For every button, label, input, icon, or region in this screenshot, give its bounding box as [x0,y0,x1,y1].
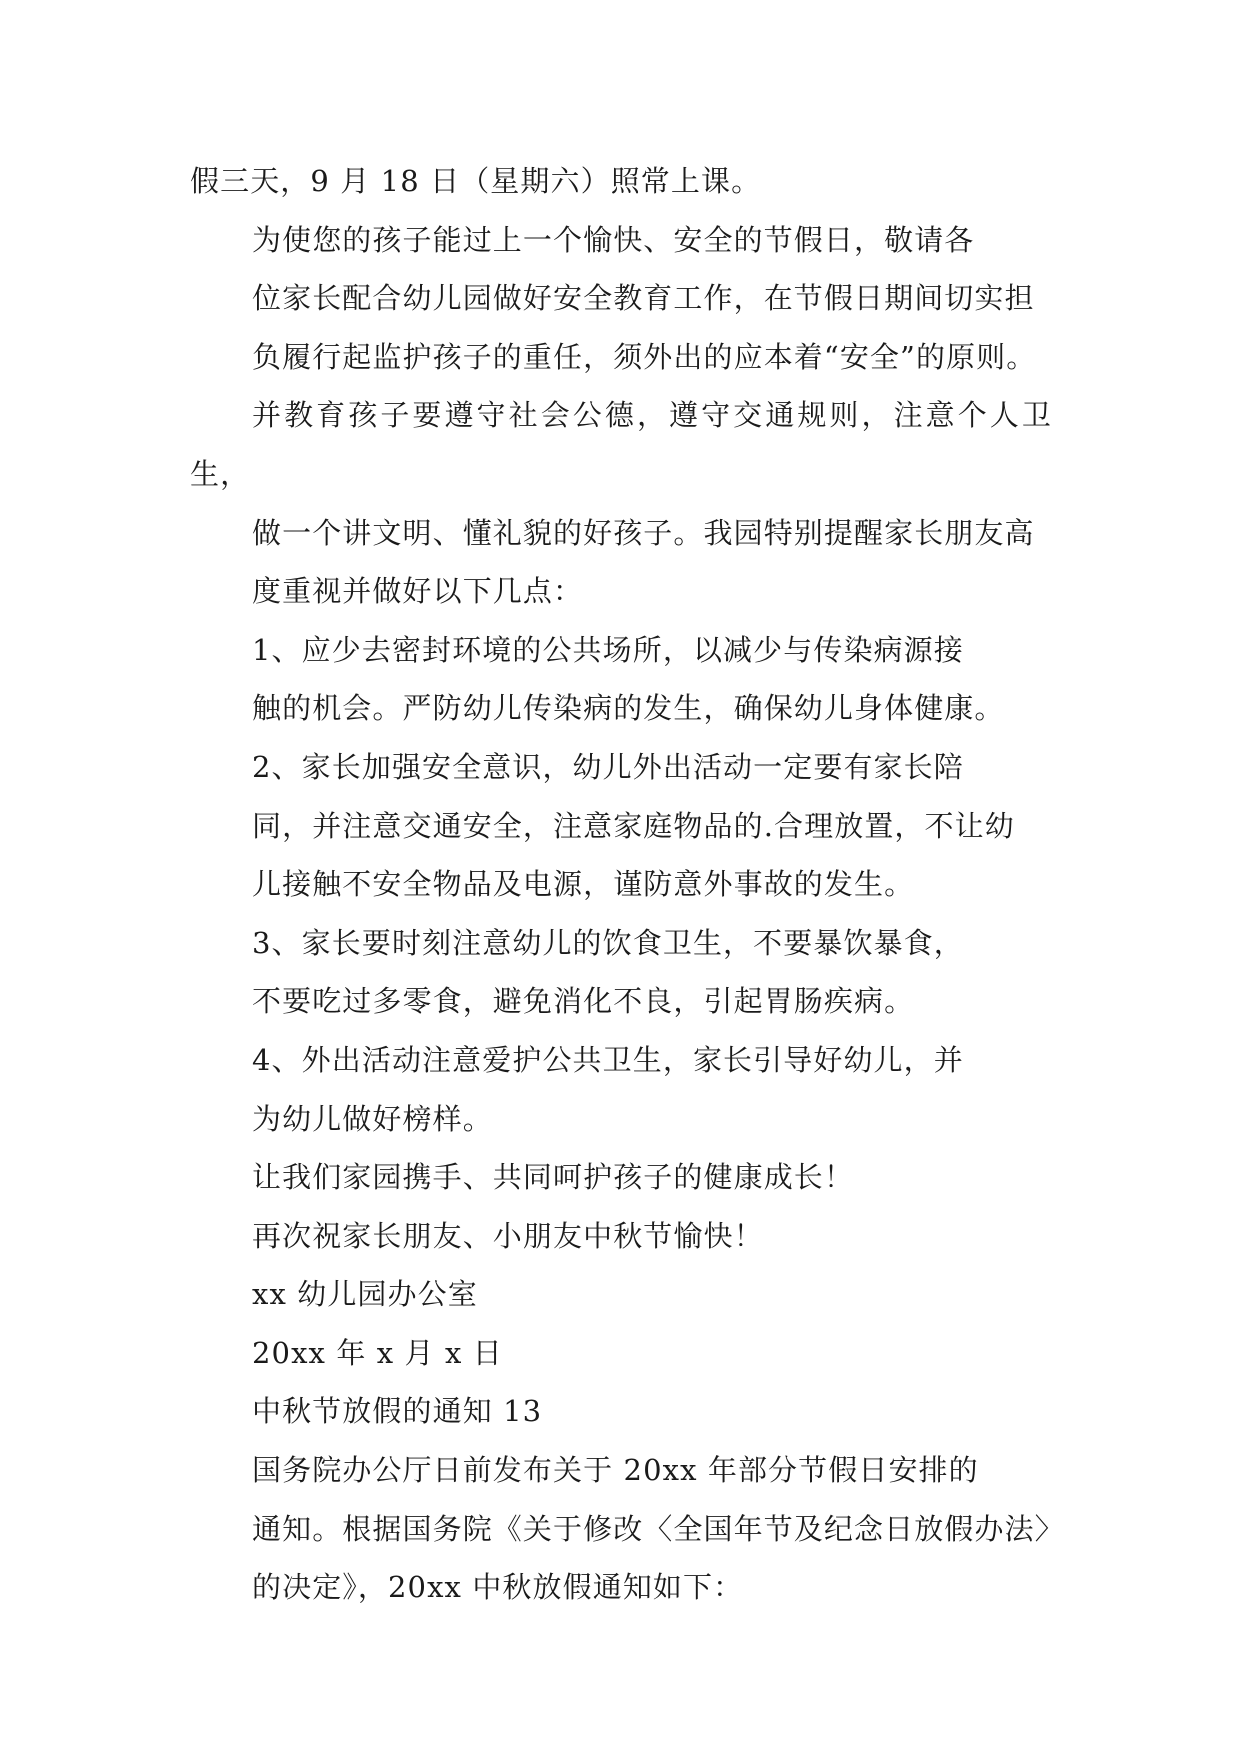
text-line: xx 幼儿园办公室 [252,1277,478,1312]
text-line: 为使您的孩子能过上一个愉快、安全的节假日，敬请各 [252,222,975,257]
closing-line-1 [190,1148,1052,1207]
text-line: 的决定》，20xx 中秋放假通知如下： [252,1570,744,1605]
signature-date [190,1324,1052,1383]
text-line: 20xx 年 x 月 x 日 [252,1335,503,1370]
document-body [190,152,1065,1617]
signature-office [190,1265,1052,1324]
text-line: 1、应少去密封环境的公共场所，以减少与传染病源接 [252,632,964,667]
text-line: 4、外出活动注意爱护公共卫生，家长引导好幼儿，并 [252,1042,964,1077]
text-line: 触的机会。严防幼儿传染病的发生，确保幼儿身体健康。 [252,691,1005,726]
list-item-1 [190,621,1052,738]
paragraph-notice [190,1441,1065,1617]
section-heading [190,1382,1052,1441]
paragraph-intro [190,211,1052,621]
text-line: 2、家长加强安全意识，幼儿外出活动一定要有家长陪 [252,749,964,784]
paragraph-continuation [190,152,1052,211]
text-line: 位家长配合幼儿园做好安全教育工作，在节假日期间切实担 [252,281,1035,316]
list-item-3 [190,914,1052,1031]
text-line: 同，并注意交通安全，注意家庭物品的.合理放置，不让幼 [252,808,1015,843]
text-line: 儿接触不安全物品及电源，谨防意外事故的发生。 [252,867,915,902]
list-item-2 [190,738,1052,914]
text-line: 负履行起监护孩子的重任，须外出的应本着“安全”的原则。 [252,339,1037,374]
text-line: 让我们家园携手、共同呵护孩子的健康成长！ [252,1160,855,1195]
text-line: 度重视并做好以下几点： [252,574,584,609]
text-line: 3、家长要时刻注意幼儿的饮食卫生，不要暴饮暴食， [252,925,964,960]
text-line: 假三天，9 月 18 日（星期六）照常上课。 [190,164,762,198]
text-line: 中秋节放假的通知 13 [252,1394,543,1429]
text-line: 通知。根据国务院《关于修改〈全国年节及纪念日放假办法〉 [252,1511,1065,1546]
text-line: 为幼儿做好榜样。 [252,1101,493,1136]
closing-line-2 [190,1207,1052,1266]
text-line: 不要吃过多零食，避免消化不良，引起胃肠疾病。 [252,984,915,1019]
text-line: 并教育孩子要遵守社会公德，遵守交通规则，注意个人卫生， [190,398,1052,491]
text-line: 做一个讲文明、懂礼貌的好孩子。我园特别提醒家长朋友高 [252,515,1035,550]
list-item-4 [190,1031,1052,1148]
text-line: 再次祝家长朋友、小朋友中秋节愉快！ [252,1218,764,1253]
text-line: 国务院办公厅日前发布关于 20xx 年部分节假日安排的 [252,1453,979,1488]
